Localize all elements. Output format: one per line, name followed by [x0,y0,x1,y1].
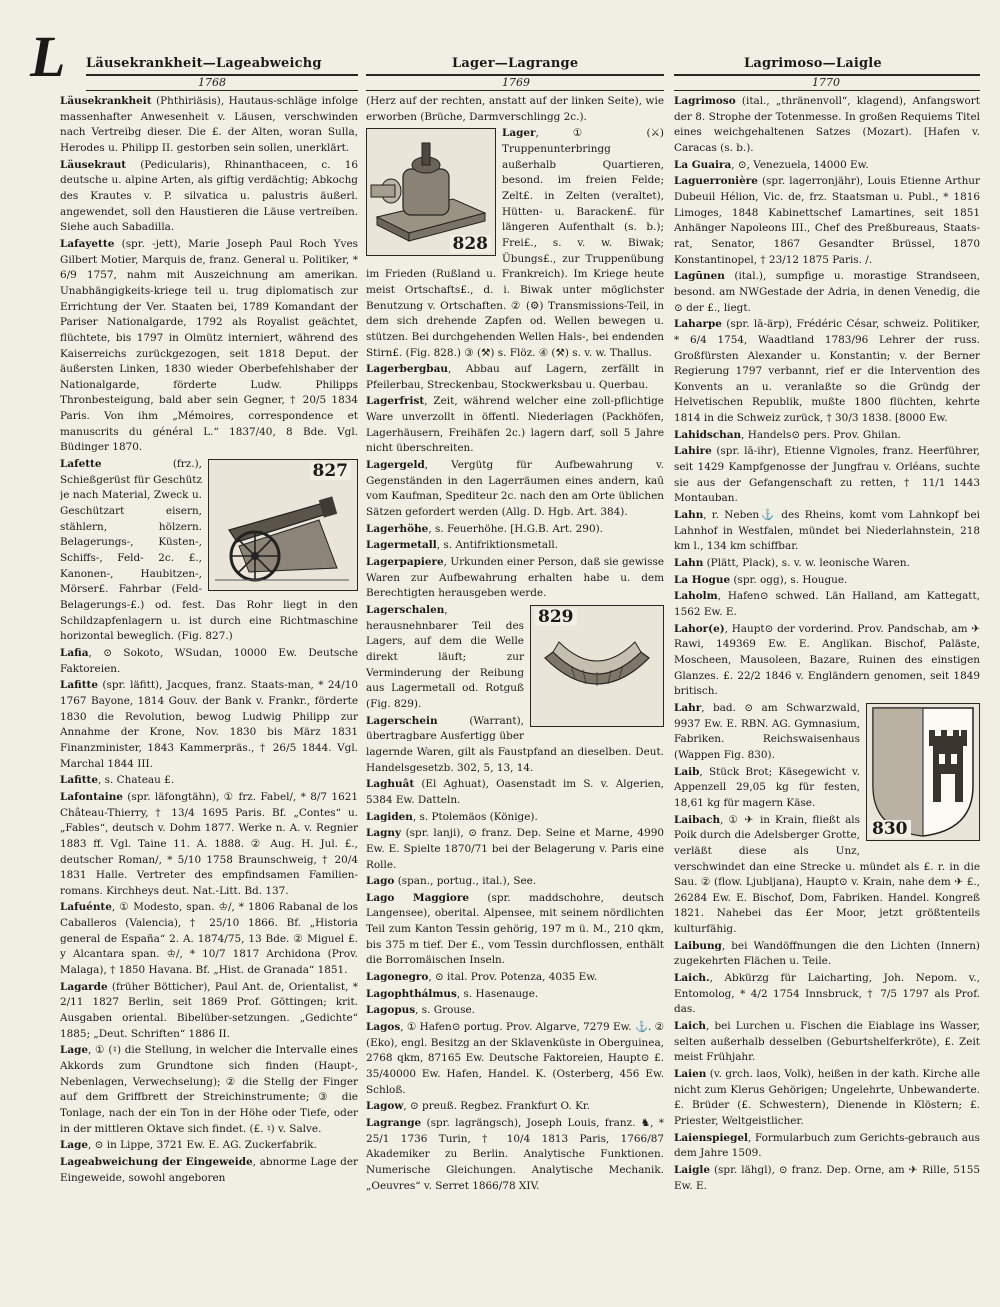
dictionary-entry [674,971,980,1018]
entry-headword: Lafitte [60,774,98,787]
entry-headword: Lagerschalen [366,604,445,616]
dictionary-entry [366,394,664,457]
figure-number: 829 [535,608,577,626]
dictionary-entry [60,158,358,236]
entry-headword: Lagūnen [674,270,725,283]
entry-text: , ① Hafen⊙ portug. Prov. Algarve, 7279 Ew. ⚓. ② (Eko), engl. Besitzg an der Sklavenküste in Oberguinea, 2768 qkm, 87165 Ew. Deutsche Faktoreien, Haupt⊙ £. 35/40000 Ew. Hafen, Handel. K. (Osterberg, 456 Ew. Schloß. [366,1021,664,1096]
entry-text: , ① (♮) die Stellung, in welcher die Intervalle eines Akkords zum Grundtone sich finden (Haupt-, Nebenlagen, Verwechselung); ② die Stellg der Finger auf dem Griffbrett der Streichinstrumente; ③ die Tonlage, nach der ein Ton in der Höhe oder Tiefe, oder in der mittleren Oktave sich findet. (£. ♮) v. Salve. [60,1044,358,1135]
entry-headword: Laholm [674,590,718,603]
dictionary-entry [674,1163,980,1194]
dictionary-entry [674,1019,980,1066]
entry-headword: Laich [674,1020,707,1033]
entry-text: , Formularbuch zum Gerichts-gebrauch aus dem Jahre 1509. [674,1131,980,1160]
entry-text: , Vergütg für Aufbewahrung v. Gegenständen in den Lagerräumen eines andern, kaū vom Kaufman, Spediteur 2c. nach den am Orte üblichen Sätzen gefordert werden (Allg. D. Hgb. Art. 384). [366,459,664,519]
figure-829-bearing-shell [530,605,664,727]
dictionary-entry [60,237,358,456]
entry-headword: Lagrange [366,1117,422,1129]
entry-headword: Lago [366,875,395,888]
entry-text: (El Aghuat), Oasenstadt im S. v. Algerien, 5384 Ew. Datteln. [366,778,664,806]
entry-headword: Lago Maggiore [366,891,470,904]
entry-headword: Lahr [674,701,702,714]
dictionary-page [28,18,988,1288]
dictionary-entry [366,458,664,521]
dictionary-entry [674,573,980,589]
entry-text: , abnorme Lage der Eingeweide, sowohl angeboren [60,1155,358,1184]
entry-text: , ⊙ Sokoto, WSudan, 10000 Ew. Deutsche Faktoreien. [60,646,358,675]
dictionary-entry [60,790,358,900]
entry-headword: Läusekrankheit [60,95,152,107]
figure-number: 828 [450,235,492,253]
page-number-rule-center [366,74,664,91]
entry-headword: Lagerhöhe [366,522,429,535]
entry-text: , ⊙ in Lippe, 3721 Ew. E. AG. Zuckerfabrik. [88,1139,317,1152]
dictionary-entry [674,1131,980,1162]
figure-830-coat-of-arms [866,703,980,841]
entry-headword: Laich. [674,972,710,985]
entry-text: (Warrant), übertragbare Ausfertigg über lagernde Waren, gilt als Faustpfand an dieselben. Deut. Handelsgesetzb. 302, 5, 13, 14. [366,714,664,774]
entry-text: (spr. lagrängsch), Joseph Louis, franz. ♞, * 25/1 1736 Turin, † 10/4 1813 Paris, 1766/87 Akademiker zu Berlin. Analytische Funktionen. Numerische Gleichungen. Analytische Mechanik. „Oeuvres“ v. Serret 1866/78 XIV. [366,1117,664,1192]
dictionary-entry [674,444,980,507]
dictionary-entry [366,1003,664,1019]
dictionary-entry [674,317,980,427]
dictionary-entry [60,94,358,157]
entry-text: , bad. ⊙ am Schwarzwald, 9937 Ew. E. RBN. AG. Gymnasium, Fabriken. Reichswaisenhaus (Wappen Fig. 830). [674,701,860,761]
running-head-center: Lager—Lagrange [452,56,579,71]
dictionary-entry [366,1116,664,1194]
entry-headword: Lafuénte [60,901,112,914]
entry-text: , s. Feuerhöhe. [H.G.B. Art. 290). [428,522,603,535]
entry-headword: Laienspiegel [674,1131,748,1144]
entry-text: , s. Ptolemäos (Könige). [412,810,538,823]
entry-text: (früher Bötticher), Paul Ant. de, Orientalist, * 2/11 1827 Berlin, seit 1869 Prof. Göttingen; krit. Ausgaben oriental. Bibelüber-setzungen. „Gedichte“ 1885; „Deut. Schriften“ 1886 II. [60,980,358,1040]
page-number-left: 1768 [192,76,232,90]
page-number-center: 1769 [496,76,536,90]
entry-text: (spr. läfongtähn), ① frz. Fabel/, * 8/7 1621 Château-Thierry, † 13/4 1695 Paris. Bf. „Contes“ u. „Fables“, deutsch v. Dohm 1877. Werke n. A. v. Regnier 1883 ff. Vgl. Taine 11. A. 1888. ② Aug. H. Jul. £., deutscher Roman/, * 5/10 1758 Braunschweig, † 20/4 1831 Halle. Vertreter des empfindsamen Familien-romans. Kirchheys deut. Nat.-Litt. Bd. 137. [60,790,358,897]
entry-headword: Lahire [674,445,712,458]
dictionary-entry [674,508,980,555]
entry-headword: Laien [674,1068,707,1081]
entry-text: , Urkunden einer Person, daß sie gewisse Waren zur Aufbewahrung erhalten habe u. dem Berechtigten herausgeben werde. [366,556,664,600]
entry-text: , bei Lurchen u. Fischen die Eiablage ins Wasser, selten außerhalb desselben (Geburtshelferkröte), £. Zeit meist Frühjahr. [674,1020,980,1064]
dictionary-entry [366,987,664,1003]
entry-text: (spr. ogg), s. Hougue. [730,573,848,586]
entry-text: , Abkürzg für Laicharting, Joh. Nepom. v., Entomolog, * 4/2 1754 Innsbruck, † 7/5 1797 als Prof. das. [674,972,980,1016]
entry-headword: Lagerfrist [366,395,425,408]
entry-headword: Lagermetall [366,539,437,552]
dictionary-entry [60,900,358,978]
entry-text: , Hafen⊙ schwed. Län Halland, am Kattegatt, 1562 Ew. E. [674,590,980,618]
running-head-right: Lagrimoso—Laigle [744,56,882,71]
entry-headword: Laib [674,765,700,778]
dictionary-entry [60,1043,358,1137]
entry-text: (ital., „thränenvoll“, klagend), Anfangswort der 8. Strophe der Totenmesse. In großen Requiems Titel eines weichgehaltenen Satzes (Mozart). [Hafen v. Caracas (s. b.). [674,95,980,154]
entry-headword: Lagergeld [366,459,425,472]
entry-text: , s. Hasenauge. [456,987,539,1000]
dictionary-entry [366,94,664,125]
entry-text: (spr. lā-ärp), Frédéric César, schweiz. Politiker, * 6/4 1754, Waadtland 1783/96 Lehrer der russ. Großfürsten Alexander u. Konstantin; v. der Berner Regierung 1797 verbannt, rief er die Intervention des Konvents an u. veranlaßte so die Gründg der Helvetischen Republik, mußte 1800 flüchten, kehrte 1814 in die Schweiz zurück, † 30/3 1838. [8000 Ew. [674,318,980,425]
dictionary-entry [366,1020,664,1098]
entry-text: , Abbau auf Lagern, zerfällt in Pfeilerbau, Streckenbau, Stockwerksbau u. Querbau. [366,363,664,391]
entry-text: (spr. lanji), ⊙ franz. Dep. Seine et Marne, 4990 Ew. E. Spielte 1870/71 bei der Belagerung v. Paris eine Rolle. [366,827,664,871]
entry-headword: Laibung [674,939,722,952]
entry-text: , Zeit, während welcher eine zoll-pflichtige Ware unverzollt in öffentl. Niederlagen (Packhöfen, Lagerhäusern, Freihäfen 2c.) lagern darf, soll 5 Jahre nicht überschreiten. [366,395,664,455]
entry-text: , Handels⊙ pers. Prov. Ghilan. [741,428,901,441]
entry-headword: Lafette [60,458,102,471]
entry-text: , ⊙ preuß. Regbez. Frankfurt O. Kr. [403,1100,591,1113]
entry-text: , ⊙, Venezuela, 14000 Ew. [731,158,869,171]
entry-headword: Lahor(e) [674,622,725,635]
entry-headword: La Guaira [674,158,732,171]
entry-text: , s. Chateau £. [97,774,175,787]
figure-number: 830 [869,820,911,838]
entry-text: (Pedicularis), Rhinanthaceen, c. 16 deutsche u. alpine Arten, als giftig verdächtig; Abkochg des Krautes v. P. silvatica u. palustris äußerl. angewendet, soll den Haustieren die Läuse vertreiben. Siehe auch Sabadilla. [60,158,358,234]
entry-text: (spr. lagerronjähr), Louis Etienne Arthur Dubeuil Hélion, Vic. de, frz. Staatsman u. Publ., * 1816 Limoges, 1848 Kabinettschef Lamartines, seit 1851 Anhänger Napoleons III., Chef des Preßbureaus, Staats-rat, Senator, 1867 Gesandter Brüssel, 1870 Konstantinopel, † 23/12 1875 Paris. /. [674,175,980,266]
entry-headword: Lageabweichung der Eingeweide [60,1155,253,1168]
figure-number: 827 [310,462,352,480]
column-right [674,94,980,1288]
dictionary-entry [366,362,664,393]
entry-headword: Lage [60,1139,89,1152]
dictionary-entry [60,1138,358,1154]
entry-headword: Lagerbergbau [366,363,448,376]
entry-text: , bei Wandöffnungen die den Lichten (Innern) zugekehrten Flächen u. Teile. [674,939,980,968]
entry-text: (spr. maddschohre, deutsch Langensee), oberital. Alpensee, mit seinem nördlichten Teil zum Kanton Tessin gehörig, 197 m ü. M., 210 qkm, bis 375 m tief. Der £., vom Tessin durchflossen, enthält die Borromäischen Inseln. [366,891,664,967]
entry-headword: Laigle [674,1163,710,1176]
entry-text: (Herz auf der rechten, anstatt auf der linken Seite), wie erworben (Brüche, Darmverschlingg 2c.). [366,95,664,123]
dictionary-entry [366,810,664,826]
column-center [366,94,664,1288]
entry-headword: Lafitte [60,679,98,692]
entry-headword: Laharpe [674,318,722,331]
dictionary-entry [366,522,664,538]
running-head-left: Läusekrankheit—Lageabweichg [86,56,322,71]
dictionary-entry [674,94,980,157]
entry-text: (Phthiriäsis), Hautaus-schläge infolge massenhafter Anwesenheit v. Läusen, verschwinden nach Vertreibg dieser. Die £. der Alten, woran Sulla, Herodes u. Philipp II. gestorben sein sollen, unerklärt. [60,95,358,154]
page-number-rule-left [86,74,358,91]
entry-text: (ital.), sumpfige u. morastige Strandseen, besond. am NWGestade der Adria, in denen Venedig, die ⊙ der £., liegt. [674,270,980,314]
entry-text: (span., portug., ital.), See. [394,875,537,888]
dictionary-entry [60,678,358,772]
dictionary-entry [60,646,358,677]
dictionary-entry [366,891,664,969]
entry-headword: Lagny [366,827,402,840]
dictionary-entry [60,980,358,1043]
entry-headword: Lagow [366,1100,404,1113]
page-number-rule-right [674,74,980,91]
entry-headword: Laguerronière [674,175,758,188]
dictionary-entry [60,1155,358,1186]
dictionary-entry [674,939,980,970]
page-number-right: 1770 [806,76,846,90]
entry-text: (spr. -jett), Marie Joseph Paul Roch Yves Gilbert Motier, Marquis de, franz. General u. Politiker, * 6/9 1757, nahm mit Auszeichnung am amerikan. Unabhängigkeits-kriege teil u. trug diplomatisch zur Errichtung der Ver. Staaten bei, 1789 Komandant der Pariser Nationalgarde, 1792 als Royalist geächtet, flüchtete, bis 1797 in Olmütz interniert, während des Kaiserreichs zurückgezogen, seit 1818 Deput. der äußersten Linken, 1830 wieder Oberbefehlshaber der Nationalgarde, förderte Ludw. Philipps Thronbesteigung, bald aber sein Gegner, † 20/5 1834 Paris. Von ihm „Mémoires, correspondence et manuscrits du général L.“ 1837/40, 8 Bde. Vgl. Büdinger 1870. [60,237,358,454]
entry-headword: Lagarde [60,980,108,993]
entry-text: , herausnehnbarer Teil des Lagers, auf dem die Welle direkt läuft; zur Verminderung der Reibung aus Lagermetall od. Rotguß (Fig. 829). [366,604,524,710]
entry-text: , ① Modesto, span. ♔/, * 1806 Rabanal de los Caballeros (Valencia), † 25/10 1866. Bf. „Historia general de España“ 2. A. 1874/75, 13 Bde. ② Miguel £. y Alcantara span. ♔/, * 10/7 1817 Archidona (Prov. Malaga), † 1850 Havana. Bf. „Hist. de Granada“ 1851. [60,901,358,977]
entry-headword: Lagos [366,1021,401,1034]
dictionary-entry [674,589,980,620]
entry-headword: Lagerpapiere [366,556,444,569]
entry-headword: Lage [60,1044,89,1057]
dictionary-entry [674,158,980,174]
dictionary-entry [674,556,980,572]
section-letter: L [30,24,66,89]
entry-headword: Lafayette [60,237,115,250]
entry-headword: Lager [502,127,536,140]
dictionary-entry [366,555,664,602]
entry-text: , s. Grouse. [415,1004,475,1017]
figure-827-cannon [208,459,358,591]
entry-headword: Lagerschein [366,714,438,727]
entry-text: , s. Antifriktionsmetall. [436,539,559,552]
dictionary-entry [674,269,980,316]
entry-headword: Lahn [674,509,704,522]
entry-text: (spr. läfitt), Jacques, franz. Staats-man, * 24/10 1767 Bayone, 1814 Gouv. der Bank v. Frankr., förderte 1830 die Revolution, bewog Ludwig Philipp zur Annahme der Krone, Nov. 1830 bis März 1831 Finanzminister, 1843 Kammerpräs., † 26/5 1844. Vgl. Marchal 1844 III. [60,679,358,770]
dictionary-entry [366,970,664,986]
entry-headword: Lagophthálmus [366,987,457,1000]
entry-headword: Lagrimoso [674,95,736,107]
entry-text: , Haupt⊙ der vorderind. Prov. Pandschab, am ✈ Rawi, 149369 Ew. E. Anglikan. Bischof, Paläste, Moscheen, Mausoleen, Bazare, Ruinen des einstigen Glanzes. £. 22/2 1846 v. Engländern genomen, seit 1849 britisch. [674,622,980,698]
dictionary-entry [674,174,980,268]
dictionary-entry [366,777,664,808]
entry-text: , Stück Brot; Käsegewicht v. Appenzell 29,05 kg für festen, 18,61 kg für magern Käse. [674,765,860,809]
dictionary-entry [674,428,980,444]
entry-text: , ⊙ ital. Prov. Potenza, 4035 Ew. [428,971,598,984]
dictionary-entry [674,622,980,700]
entry-text: (v. grch. laos, Volk), heißen in der kath. Kirche alle nicht zum Klerus Gehörigen; Ungelehrte, Unbewanderte. £. Brüder (£. Schwestern), Dienende in Klöstern; £. Priester, Weltgeistlicher. [674,1068,980,1127]
dictionary-entry [366,1099,664,1115]
entry-headword: Lafia [60,646,89,659]
dictionary-entry [366,874,664,890]
dictionary-entry [366,538,664,554]
entry-headword: Lahn [674,557,704,570]
entry-headword: Lagopus [366,1004,416,1017]
column-left [60,94,358,1288]
figure-828-bearing [366,128,496,256]
entry-text: (Plätt, Plack), s. v. w. leonische Waren. [703,557,910,570]
entry-text: (spr. lähgl), ⊙ franz. Dep. Orne, am ✈ Rille, 5155 Ew. E. [674,1163,980,1192]
entry-headword: Laibach [674,813,721,826]
entry-headword: Lagonegro [366,971,429,984]
entry-headword: La Hogue [674,573,731,586]
entry-headword: Lagiden [366,810,413,823]
dictionary-entry [674,1067,980,1130]
dictionary-entry [60,773,358,789]
entry-headword: Läusekraut [60,158,127,171]
entry-headword: Lafontaine [60,790,123,803]
entry-text: , ① ✈ in Krain, fließt als Poik durch die Adelsberger Grotte, verläßt diese als Unz, verschwindet dan eine Strecke u. mündet als £. r. in die Sau. ② (flow. Ljubljana), Haupt⊙ v. Krain, nahe dem ✈ £., 26284 Ew. E. Bischof, Dom, Fabriken. Handel. Kongreß 1821. Nahebei das £er Moor, jetzt größtenteils kulturfähig. [674,813,980,936]
entry-text: (spr. lā-ihr), Etienne Vignoles, franz. Heerführer, seit 1429 Kampfgenosse der Jungfrau v. Orléans, suchte sie aus der Gefangenschaft zu retten, † 11/1 1443 Montauban. [674,445,980,505]
entry-text: , ① (⚔) Truppenunterbringg außerhalb Quartieren, besond. im freien Felde; Zelt£. in Zelten (veraltet), Hütten- u. Baracken£. für längeren Aufenthalt (s. b.); Frei£., s. v. w. Biwak; Übungs£., zur Truppenübung im Frieden (Rußland u. Frankreich). Im Kriege heute meist Ortschafts£., d. i. Biwak unter möglichster Benutzung v. Ortschaften. ② (⚙) Transmissions-Teil, in dem sich drehende Zapfen od. Wellen bewegen u. stützen. Bei durchgehenden Wellen Hals-, bei endenden Stirn£. (Fig. 828.) ③ (⚒) s. Flöz. ④ (⚒) s. v. w. Thallus. [366,127,664,359]
entry-headword: Laghuât [366,778,415,791]
entry-headword: Lahidschan [674,428,742,441]
dictionary-entry [366,826,664,873]
entry-text: , r. Neben⚓ des Rheins, komt vom Lahnkopf bei Lahnhof in Westfalen, mündet bei Niederlahnstein, 218 km l., 134 km schiffbar. [674,509,980,553]
entry-text: (frz.), Schießgerüst für Geschütz je nach Material, Zweck u. Geschützart eisern, stählern, hölzern. Belagerungs-, Küsten-, Schiffs-, Feld- 2c. £., Kanonen-, Haubitzen-, Mörser£. Fahrbar (Feld-Belagerungs-£.) od. fest. Das Rohr liegt in den Schildzapfenlagern u. ist durch eine Richtmaschine horizontal beweglich. (Fig. 827.) [60,458,358,643]
